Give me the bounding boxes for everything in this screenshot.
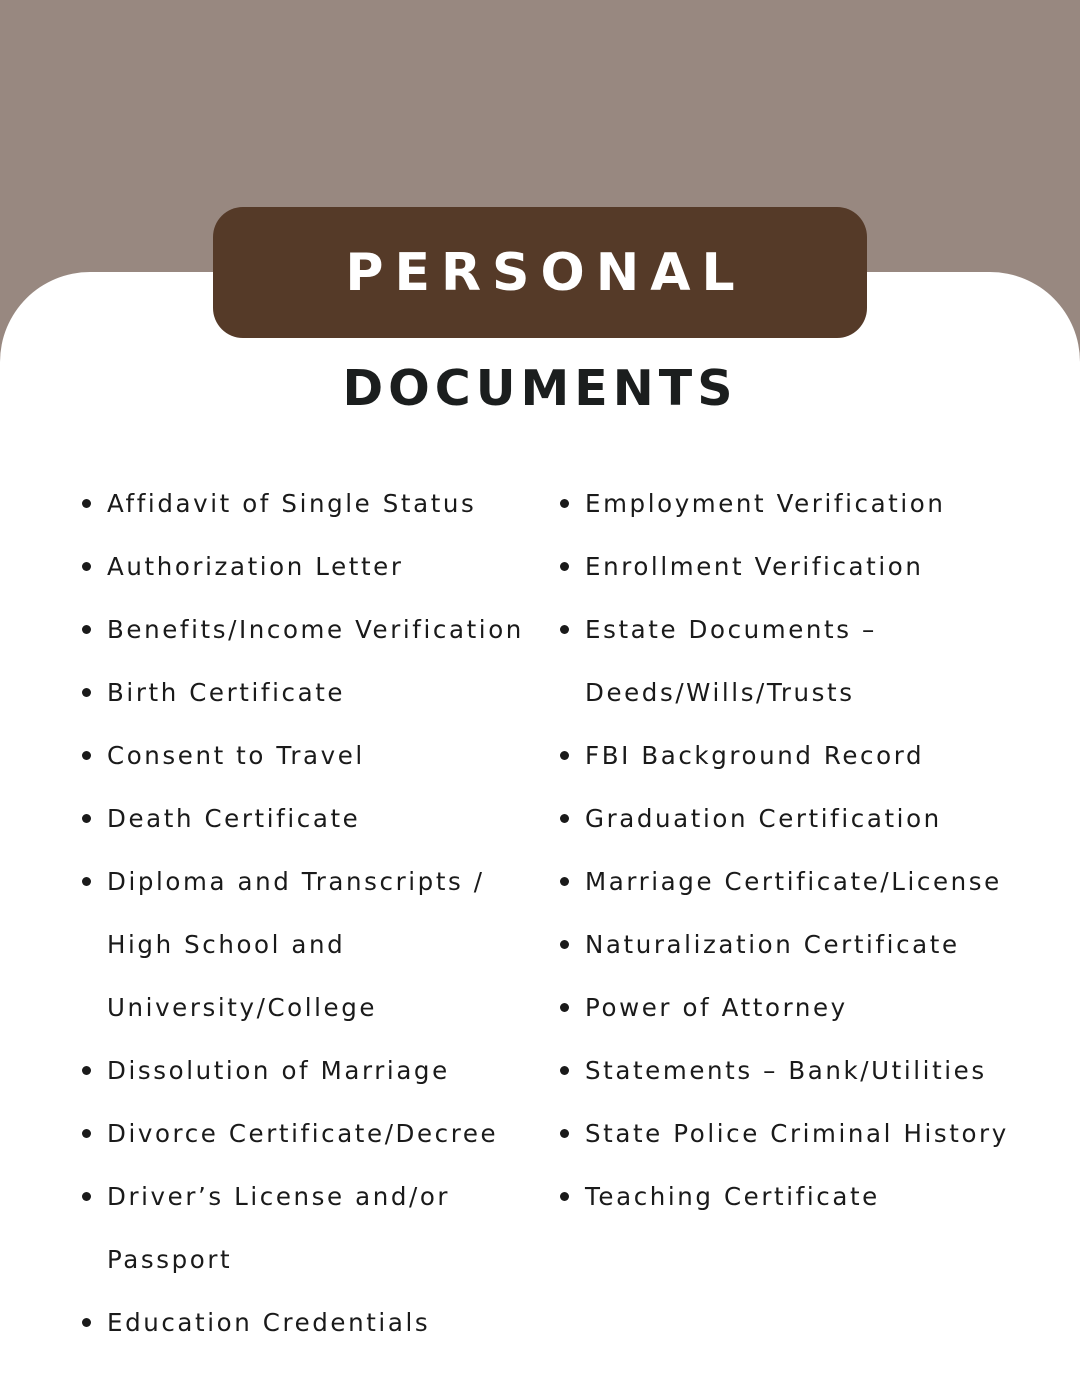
list-item <box>80 1291 550 1354</box>
bullet-icon <box>82 1318 91 1327</box>
bullet-icon <box>82 688 91 697</box>
list-item-label: Statements – Bank/Utilities <box>585 1056 987 1085</box>
list-item <box>558 1165 1038 1228</box>
list-item <box>558 535 1038 598</box>
list-item-label: Benefits/Income Verification <box>107 615 524 644</box>
list-item <box>80 1039 550 1102</box>
list-item-label: State Police Criminal History <box>585 1119 1009 1148</box>
bullet-icon <box>560 814 569 823</box>
list-item <box>80 1102 550 1165</box>
list-item-label: Power of Attorney <box>585 993 848 1022</box>
left-document-list <box>80 472 550 1354</box>
list-item-label: University/College <box>107 993 378 1022</box>
list-item-label: Driver’s License and/or <box>107 1182 451 1211</box>
list-item-label: Estate Documents – <box>585 615 877 644</box>
list-item <box>558 1039 1038 1102</box>
bullet-icon <box>82 562 91 571</box>
list-item <box>80 1165 550 1291</box>
list-item-label: Dissolution of Marriage <box>107 1056 450 1085</box>
list-item-label: Naturalization Certificate <box>585 930 960 959</box>
list-item-label: Deeds/Wills/Trusts <box>585 678 855 707</box>
list-item-label: Consent to Travel <box>107 741 365 770</box>
list-item <box>558 850 1038 913</box>
bullet-icon <box>82 625 91 634</box>
title-badge <box>213 207 867 338</box>
right-document-list <box>558 472 1038 1228</box>
list-item-label: Passport <box>107 1245 233 1274</box>
list-item-label: Marriage Certificate/License <box>585 867 1002 896</box>
list-item <box>558 787 1038 850</box>
bullet-icon <box>560 1192 569 1201</box>
bullet-icon <box>560 625 569 634</box>
bullet-icon <box>560 1066 569 1075</box>
bullet-icon <box>560 751 569 760</box>
list-item-label: Education Credentials <box>107 1308 431 1337</box>
list-item <box>558 472 1038 535</box>
list-item <box>80 661 550 724</box>
list-item <box>80 535 550 598</box>
bullet-icon <box>82 499 91 508</box>
list-item <box>80 724 550 787</box>
list-item-label: FBI Background Record <box>585 741 925 770</box>
list-item-label: Divorce Certificate/Decree <box>107 1119 499 1148</box>
bullet-icon <box>82 814 91 823</box>
list-item <box>80 787 550 850</box>
list-item <box>558 724 1038 787</box>
bullet-icon <box>560 877 569 886</box>
bullet-icon <box>82 751 91 760</box>
list-item-label: Enrollment Verification <box>585 552 924 581</box>
list-item-label: Authorization Letter <box>107 552 404 581</box>
page-title: PERSONAL <box>345 242 746 303</box>
list-item <box>558 913 1038 976</box>
list-item-label: Death Certificate <box>107 804 361 833</box>
list-item <box>558 598 1038 724</box>
list-item-label: Employment Verification <box>585 489 946 518</box>
list-item-label: High School and <box>107 930 346 959</box>
page-subtitle: DOCUMENTS <box>342 360 738 417</box>
bullet-icon <box>82 1129 91 1138</box>
bullet-icon <box>560 1003 569 1012</box>
list-item <box>80 850 550 1039</box>
bullet-icon <box>82 1066 91 1075</box>
list-item-label: Graduation Certification <box>585 804 942 833</box>
list-item <box>80 598 550 661</box>
list-item-label: Teaching Certificate <box>585 1182 880 1211</box>
list-item <box>558 1102 1038 1165</box>
list-item <box>80 472 550 535</box>
bullet-icon <box>560 940 569 949</box>
bullet-icon <box>82 1192 91 1201</box>
bullet-icon <box>560 1129 569 1138</box>
bullet-icon <box>82 877 91 886</box>
list-item <box>558 976 1038 1039</box>
bullet-icon <box>560 562 569 571</box>
list-item-label: Affidavit of Single Status <box>107 489 477 518</box>
list-item-label: Diploma and Transcripts / <box>107 867 485 896</box>
bullet-icon <box>560 499 569 508</box>
list-item-label: Birth Certificate <box>107 678 346 707</box>
